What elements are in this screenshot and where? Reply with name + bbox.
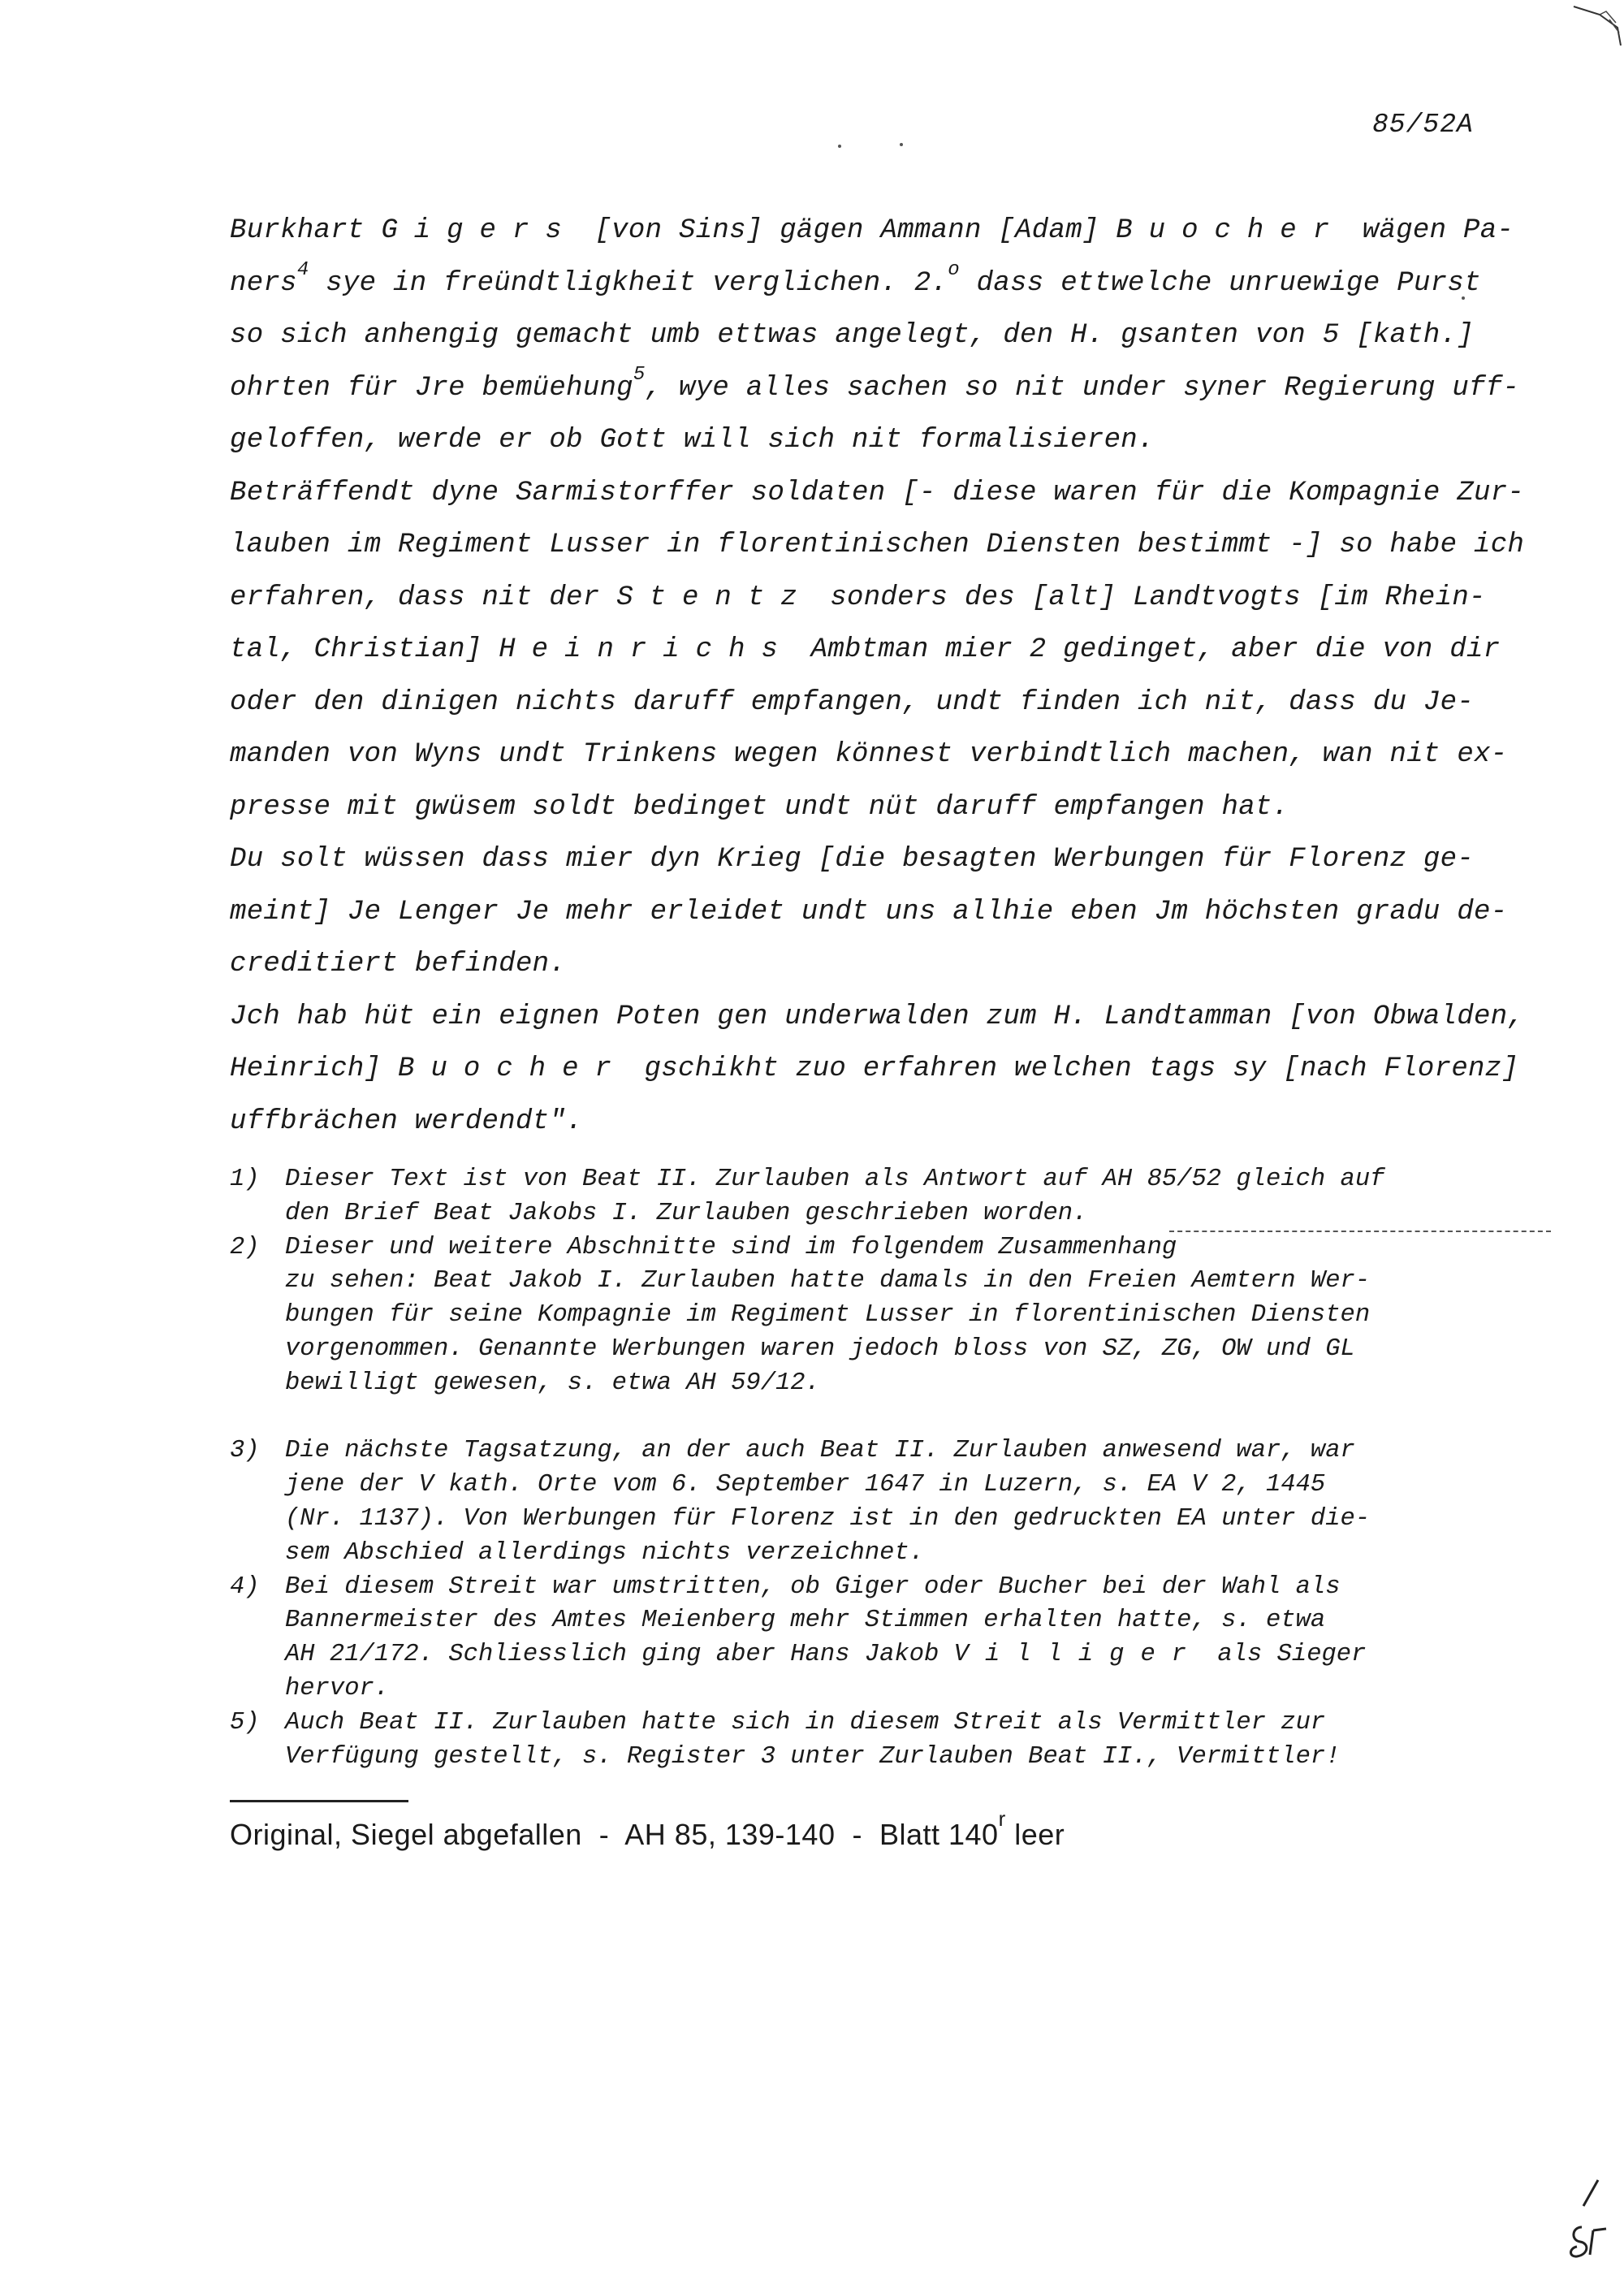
body-line: Du solt wüssen dass mier dyn Krieg [die besagten Werbungen für Florenz ge-: [230, 844, 1475, 875]
body-line: presse mit gwüsem soldt bedinget undt nüt daruff empfangen hat.: [230, 791, 1289, 823]
body-line: erfahren, dass nit der Stentz sonders des [alt] Landtvogts [im Rhein-: [230, 582, 1486, 613]
footnote-rule: [230, 1800, 408, 1802]
handwritten-folio-mark: [1566, 2174, 1622, 2263]
footnote: 4) Bei diesem Streit war umstritten, ob Giger oder Bucher bei der Wahl als Bannermeister des Amtes Meienberg mehr Stimmen erhalten hatte, s. etwa AH 21/172. Schliesslich ging aber Hans Jakob Villiger als Sieger hervor.: [230, 1572, 1367, 1702]
letter-body: [230, 205, 1525, 1148]
corner-damage-mark: [1567, 0, 1624, 57]
body-line: ners$^4$ sye in freündtligkheit verglichen. 2.$^o$ dass ettwelche unruewige Purst: [230, 259, 1481, 299]
scan-speck: [900, 143, 903, 146]
footnote: 3) Die nächste Tagsatzung, an der auch Beat II. Zurlauben anwesend war, war jene der V kath. Orte vom 6. September 1647 in Luzern, s. EA V 2, 1445 (Nr. 1137). Von Werbungen für Florenz ist in den gedruckten EA unter die- sem Abschied allerdings nichts verzeichnet.: [230, 1437, 1371, 1567]
scan-speck: [838, 145, 841, 148]
body-line: ohrten für Jre bemüehung$^5$, wye alles sachen so nit under syner Regierung uff-: [230, 364, 1520, 404]
footnotes: [230, 1163, 1505, 1774]
body-line: oder den dinigen nichts daruff empfangen, undt finden ich nit, dass du Je-: [230, 686, 1475, 718]
body-line: so sich anhengig gemacht umb ettwas angelegt, den H. gsanten von 5 [kath.]: [230, 320, 1475, 351]
body-line: creditiert befinden.: [230, 949, 567, 980]
body-line: Jch hab hüt ein eignen Poten gen underwalden zum H. Landtamman [von Obwalden,: [230, 1001, 1525, 1032]
footnote: 1) Dieser Text ist von Beat II. Zurlauben als Antwort auf AH 85/52 gleich auf den Brief Beat Jakobs I. Zurlauben geschrieben worden.: [230, 1166, 1385, 1227]
body-line: tal, Christian] Heinrichs Ambtman mier 2 gedinget, aber die von dir: [230, 634, 1501, 665]
overtyped-line: [1169, 1231, 1551, 1232]
footnote: 2) Dieser und weitere Abschnitte sind im folgendem Zusammenhang zu sehen: Beat Jakob I. Zurlauben hatte damals in den Freien Aemtern Wer- bungen für seine Kompagnie im Regiment Lusser in florentinischen Diensten vorgenommen. Genannte Werbungen waren jedoch bloss von SZ, ZG, OW und GL bewilligt gewesen, s. etwa AH 59/12.: [230, 1233, 1371, 1397]
body-line: geloffen, werde er ob Gott will sich nit formalisieren.: [230, 425, 1155, 456]
source-note: Original, Siegel abgefallen - AH 85, 139-140 - Blatt 140$^r$ leer: [230, 1806, 1065, 1851]
body-line: meint] Je Lenger Je mehr erleidet undt uns allhie eben Jm höchsten gradu de-: [230, 896, 1508, 928]
body-line: manden von Wyns undt Trinkens wegen könnest verbindtlich machen, wan nit ex-: [230, 739, 1508, 770]
body-line: Beträffendt dyne Sarmistorffer soldaten [- diese waren für die Kompagnie Zur-: [230, 477, 1525, 508]
body-line: Burkhart Gigers [von Sins] gägen Ammann [Adam] Buocher wägen Pa-: [230, 215, 1514, 246]
body-line: Heinrich] Buocher gschikht zuo erfahren welchen tags sy [nach Florenz]: [230, 1053, 1519, 1084]
footnote: 5) Auch Beat II. Zurlauben hatte sich in diesem Streit als Vermittler zur Verfügung gestellt, s. Register 3 unter Zurlauben Beat II., Vermittler!: [230, 1708, 1341, 1771]
page-number: 85/52A: [1372, 110, 1474, 140]
body-line: uffbrächen werdendt".: [230, 1105, 583, 1137]
body-line: lauben im Regiment Lusser in florentinischen Diensten bestimmt -] so habe ich: [230, 530, 1525, 560]
